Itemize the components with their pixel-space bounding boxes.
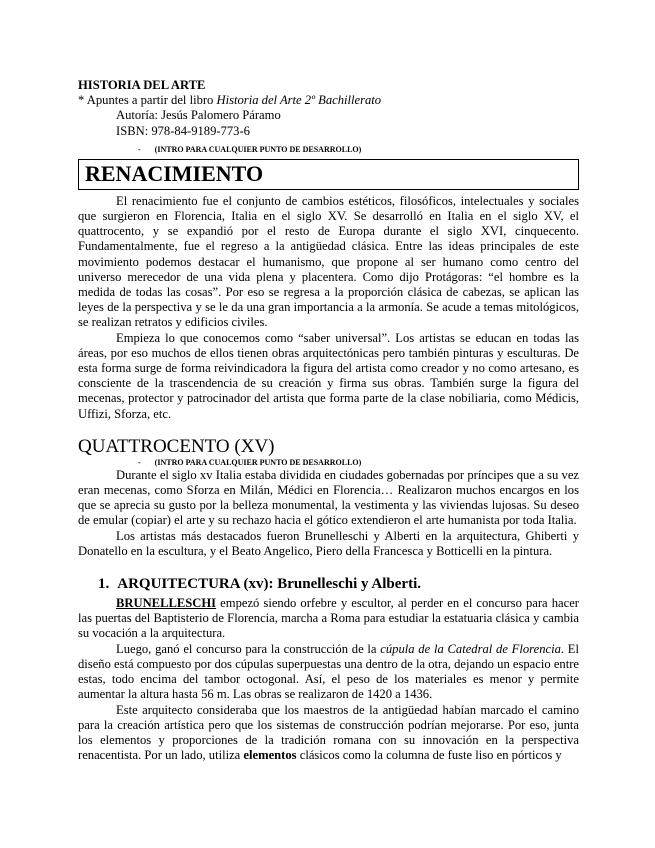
heading-arquitectura bbox=[98, 575, 579, 594]
section-title-quattrocento: QUATTROCENTO (XV) bbox=[78, 435, 275, 457]
source-book-title: Historia del Arte 2º Bachillerato bbox=[216, 93, 382, 108]
section-title-renacimiento: RENACIMIENTO bbox=[78, 159, 579, 190]
cupula-title: cúpula de la Catedral de Florencia bbox=[380, 641, 561, 656]
renacimiento-paragraph-2: Empieza lo que conocemos como “saber universal”. Los artistas se educan en todas las áreas, por eso muchos de ellos tienen obras arquitectónicas pero también pinturas y esculturas. De esta forma surge de forma reivindicadora la figura del artista como creador y no como artesano, es consciente de la trascendencia de su creación y firma sus obras. También surge la figura del mecenas, protector y patrocinador del artista que forma parte de la clase nobiliaria, como Médicis, Uffizi, Sforza, etc. bbox=[78, 330, 579, 421]
arquitectura-paragraph-1-text: empezó siendo orfebre y escultor, al perder en el concurso para hacer las puertas del Baptisterio de Florencia, marcha a Roma para estudiar la estatuaria clásica y cambia su vocación a la arquitectura. bbox=[78, 596, 579, 641]
elementos-term: elementos bbox=[243, 748, 297, 763]
brunelleschi-name: BRUNELLESCHI bbox=[116, 596, 217, 611]
quattrocento-paragraph-2: Los artistas más destacados fueron Brunelleschi y Alberti en la arquitectura, Ghiberti y Donatello en la escultura, y el Beato Angelico, Piero della Francesca y Botticelli en la pintura. bbox=[78, 528, 579, 558]
intro-note bbox=[138, 145, 579, 155]
document-title: HISTORIA DEL ARTE bbox=[78, 78, 206, 92]
arquitectura-paragraph-3-start: Este arquitecto consideraba que los maestros de la antigüedad habían marcado el camino para la creación artística pero que los sistemas de construcción podrían mejorarse. Por eso, junta los elementos y proporciones de la tradición romana con su innovación en la perspectiva renacentista. Por un lado, utiliza bbox=[78, 702, 579, 763]
intro-note-bullet: - bbox=[138, 144, 141, 154]
quattrocento-paragraph-1: Durante el siglo xv Italia estaba dividida en ciudades gobernadas por príncipes que a su vez eran mecenas, como Sforza en Milán, Médici en Florencia… Realizaron muchos encargos en los que se aprecia su gusto por la belleza monumental, la vestimenta y las viviendas lujosas. Su deseo de emular (copiar) el arte y su rechazo hacia el gótico extendieron el arte humanista por toda Italia. bbox=[78, 467, 579, 528]
intro-note-quattrocento bbox=[138, 458, 579, 468]
arquitectura-paragraph-3-end: clásicos como la columna de fuste liso en pórticos y bbox=[296, 748, 562, 763]
author-line: Autoría: Jesús Palomero Páramo bbox=[116, 108, 281, 123]
intro-note-bullet: - bbox=[138, 457, 141, 467]
isbn-line: ISBN: 978-84-9189-773-6 bbox=[116, 123, 250, 138]
arquitectura-paragraph-1 bbox=[78, 596, 579, 642]
heading-number: 1. bbox=[98, 576, 110, 593]
renacimiento-paragraph-1: El renacimiento fue el conjunto de cambios estéticos, filosóficos, intelectuales y sociales que surgieron en Florencia, Italia en el siglo XV. Se desarrolló en Italia en el siglo XV, el quattrocento, y se expandió por el resto de Europa durante el siglo XVI, cinquecento. Fundamentalmente, fue el regreso a la antigüedad clásica. Entre las ideas principales de este movimiento podemos destacar el humanismo, que propone al ser humano como centro del universo merecedor de una vida plena y placentera. Como dijo Protágoras: “el hombre es la medida de todas las cosas”. Por eso se regresa a la proporción clásica de cabezas, se aplican las leyes de la perspectiva y se le da una gran importancia a la armonía. Se acude a temas mitológicos, se realizan retratos y edificios civiles. bbox=[78, 193, 579, 330]
arquitectura-paragraph-2 bbox=[78, 642, 579, 703]
source-note-prefix: * Apuntes a partir del libro bbox=[78, 93, 217, 108]
heading-text: ARQUITECTURA (xv): Brunelleschi y Alberti. bbox=[117, 576, 421, 593]
arquitectura-paragraph-2-end: . El diseño está compuesto por dos cúpulas superpuestas una dentro de la otra, dejando un espacio entre estas, todo encima del tambor octogonal. Así, el peso de los materiales es menor y permite aumentar la altura hasta 56 m. Las obras se realizaron de 1420 a 1436. bbox=[78, 641, 579, 702]
arquitectura-paragraph-3 bbox=[78, 703, 579, 764]
intro-note-text: (INTRO PARA CUALQUIER PUNTO DE DESARROLLO) bbox=[154, 144, 362, 154]
arquitectura-paragraph-2-start: Luego, ganó el concurso para la construcción de la bbox=[116, 641, 381, 656]
source-note bbox=[78, 93, 579, 108]
intro-note-text: (INTRO PARA CUALQUIER PUNTO DE DESARROLLO) bbox=[154, 457, 362, 467]
document-header bbox=[78, 78, 579, 139]
